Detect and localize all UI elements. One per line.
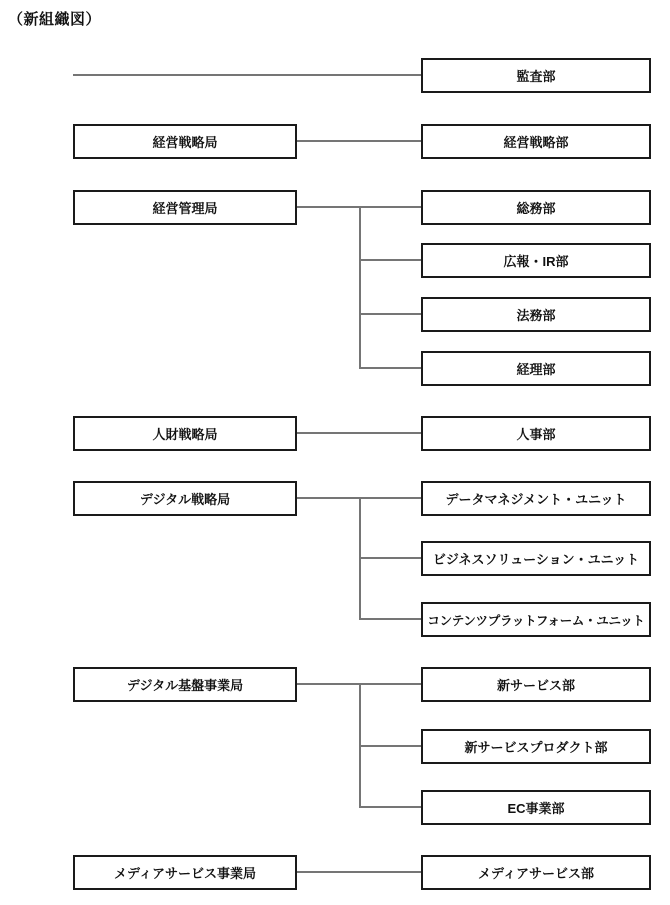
- bureau-box-digital-platform-business: デジタル基盤事業局: [73, 667, 297, 702]
- department-box-data-management-unit: データマネジメント・ユニット: [421, 481, 651, 516]
- department-box-new-service: 新サービス部: [421, 667, 651, 702]
- connector-line-management-strategy: [297, 140, 421, 142]
- connector-branch-content-platform: [359, 618, 421, 620]
- department-box-new-service-product: 新サービスプロダクト部: [421, 729, 651, 764]
- connector-line-audit: [73, 74, 421, 76]
- connector-branch-accounting: [359, 367, 421, 369]
- connector-line-media-service: [297, 871, 421, 873]
- connector-branch-business-solution: [359, 557, 421, 559]
- connector-branch-pr-ir: [359, 259, 421, 261]
- department-box-content-platform-unit: コンテンツプラットフォーム・ユニット: [421, 602, 651, 637]
- department-box-business-solution-unit: ビジネスソリューション・ユニット: [421, 541, 651, 576]
- connector-line-hr-strategy: [297, 432, 421, 434]
- page-title: （新組織図）: [8, 11, 102, 28]
- bureau-box-management-admin: 経営管理局: [73, 190, 297, 225]
- department-box-media-service: メディアサービス部: [421, 855, 651, 890]
- connector-trunk-management-admin: [359, 206, 361, 369]
- bureau-box-media-service-business: メディアサービス事業局: [73, 855, 297, 890]
- department-box-pr-ir: 広報・IR部: [421, 243, 651, 278]
- bureau-box-hr-strategy: 人財戦略局: [73, 416, 297, 451]
- department-box-management-strategy: 経営戦略部: [421, 124, 651, 159]
- connector-branch-ec-business: [359, 806, 421, 808]
- department-box-legal: 法務部: [421, 297, 651, 332]
- department-box-accounting: 経理部: [421, 351, 651, 386]
- department-box-general-affairs: 総務部: [421, 190, 651, 225]
- connector-branch-legal: [359, 313, 421, 315]
- department-box-hr: 人事部: [421, 416, 651, 451]
- bureau-box-digital-strategy: デジタル戦略局: [73, 481, 297, 516]
- department-box-ec-business: EC事業部: [421, 790, 651, 825]
- connector-branch-new-service-product: [359, 745, 421, 747]
- bureau-box-management-strategy: 経営戦略局: [73, 124, 297, 159]
- department-box-audit: 監査部: [421, 58, 651, 93]
